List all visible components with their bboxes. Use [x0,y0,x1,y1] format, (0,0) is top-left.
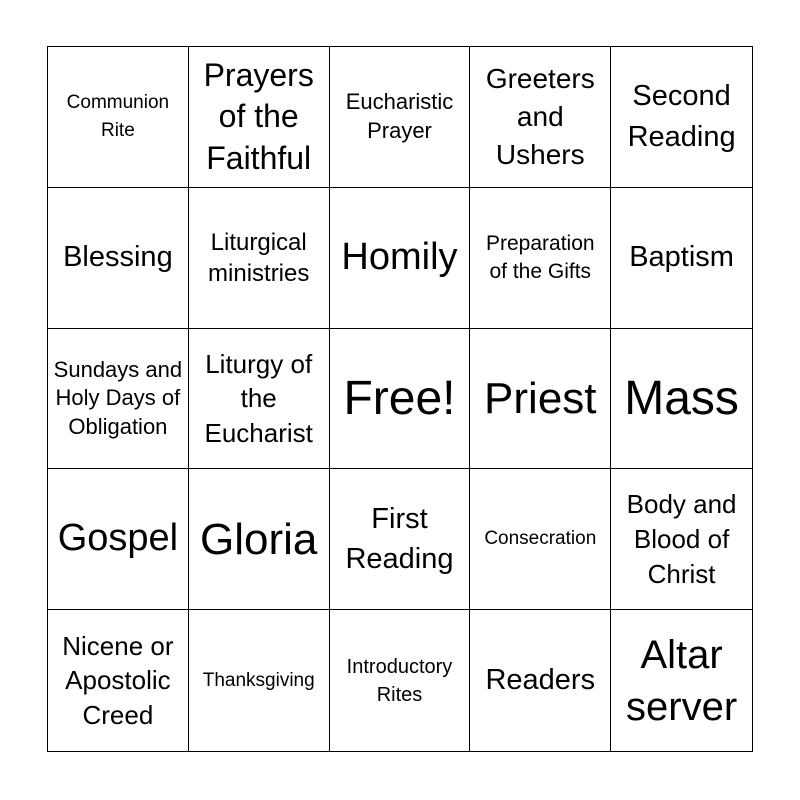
bingo-cell-text: Second Reading [627,80,736,153]
bingo-cell[interactable] [189,188,330,329]
bingo-cell-text: Baptism [629,241,734,274]
bingo-cell-text: Sundays and Holy Days of Obligation [53,356,183,439]
bingo-cell[interactable] [470,188,611,329]
bingo-cell-text: Eucharistic Prayer [345,89,454,143]
bingo-cell[interactable] [48,610,189,751]
bingo-cell[interactable] [189,47,330,188]
bingo-cell[interactable] [330,329,471,470]
bingo-cell-text: Communion Rite [66,91,170,141]
bingo-cell[interactable] [48,469,189,610]
bingo-cell[interactable] [330,610,471,751]
bingo-cell-text: Free! [343,371,456,425]
bingo-cell-text: Preparation of the Gifts [485,232,595,283]
bingo-cell[interactable] [48,47,189,188]
bingo-cell-text: Altar server [626,632,738,729]
bingo-cell-text: Thanksgiving [202,669,315,691]
bingo-cell[interactable] [189,329,330,470]
bingo-cell-text: Gospel [57,517,179,560]
bingo-cell[interactable] [330,469,471,610]
bingo-cell[interactable] [330,47,471,188]
bingo-cell-text: Blessing [63,241,173,274]
bingo-cell[interactable] [330,188,471,329]
bingo-cell-text: Prayers of the Faithful [203,56,314,176]
bingo-cell[interactable] [189,469,330,610]
bingo-cell-text: Gloria [200,514,318,564]
bingo-cell[interactable] [48,188,189,329]
bingo-cell[interactable] [611,188,752,329]
bingo-cell[interactable] [48,329,189,470]
bingo-cell-text: Greeters and Ushers [485,62,595,170]
bingo-card [47,46,753,752]
bingo-cell-text: Introductory Rites [346,655,453,706]
bingo-cell[interactable] [470,329,611,470]
bingo-cell[interactable] [470,47,611,188]
bingo-cell[interactable] [189,610,330,751]
bingo-cell[interactable] [470,610,611,751]
bingo-cell-text: Readers [485,664,596,697]
bingo-cell-text: First Reading [345,502,454,576]
bingo-cell-text: Priest [484,373,597,423]
bingo-cell-text: Consecration [484,528,597,550]
bingo-cell-text: Homily [341,235,458,278]
bingo-cell-text: Mass [624,371,739,425]
bingo-cell[interactable] [470,469,611,610]
bingo-cell-text: Nicene or Apostolic Creed [62,630,174,730]
bingo-cell-text: Liturgy of the Eucharist [204,348,313,448]
bingo-cell-text: Body and Blood of Christ [626,489,737,589]
bingo-cell[interactable] [611,47,752,188]
bingo-cell-text: Liturgical ministries [208,228,310,287]
bingo-cell[interactable] [611,610,752,751]
bingo-cell[interactable] [611,469,752,610]
bingo-cell[interactable] [611,329,752,470]
